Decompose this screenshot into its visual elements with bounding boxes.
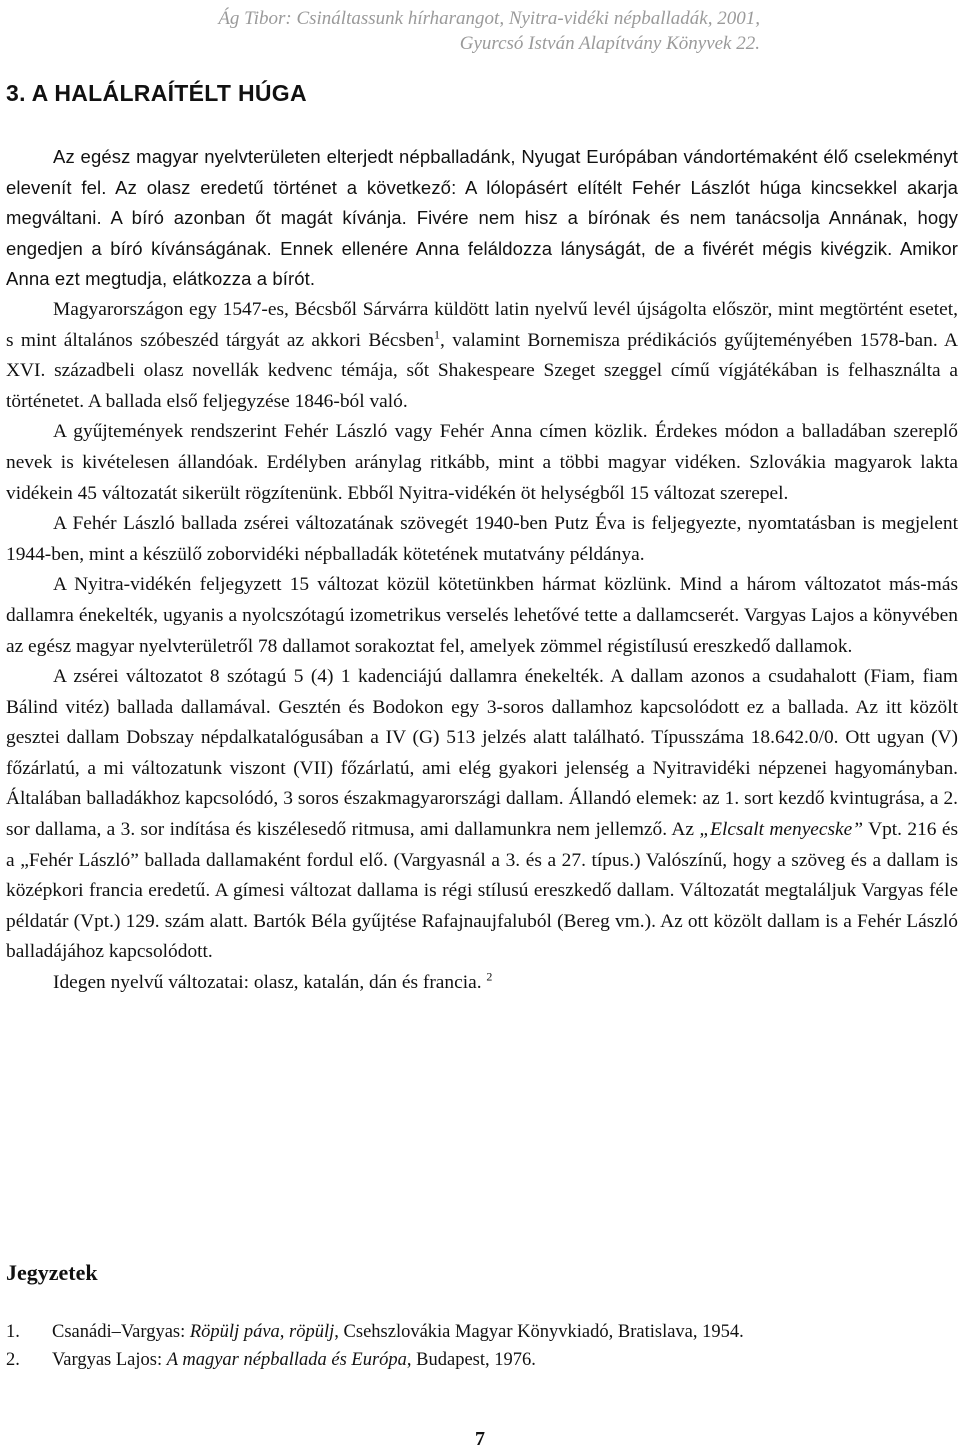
body-text: [6, 142, 958, 999]
paragraph-collections: A gyűjtemények rendszerint Fehér László vagy Fehér Anna címen közlik. Érdekes módon a balladában szereplő nevek is kivételesen állandóak. Erdélyben aránylag ritkább, mint a többi magyar vidéken. Szlovákia magyarok lakta vidékein 45 változatát sikerült rögzítenünk. Ebből Nyitra-vidékén öt helységből 15 változat szerepel.: [6, 421, 958, 504]
note-item: [6, 1346, 744, 1374]
chapter-title: 3. A HALÁLRAÍTÉLT HÚGA: [6, 80, 307, 106]
source-header: [200, 6, 760, 56]
paragraph-history-text-after: , valamint Bornemisza prédikációs gyűjteményében 1578-ban. A XVI. századbeli olasz novellák kedvenc témája, sőt Shakespeare Szeget szeggel című vígjátékában is felhasználta a történetet. A ballada első feljegyzése 1846-ból való.: [6, 329, 958, 412]
note-title: Röpülj páva, röpülj: [189, 1322, 335, 1342]
note-author: Csanádi–Vargyas:: [52, 1322, 190, 1342]
note-number: 2.: [6, 1350, 20, 1370]
source-header-line-1: Ág Tibor: Csináltassunk hírharangot, Nyitra-vidéki népballadák, 2001,: [218, 8, 760, 29]
paragraph-foreign-variants: [6, 968, 958, 999]
paragraph-intro: Az egész magyar nyelvterületen elterjedt népballadánk, Nyugat Európában vándortémaként élő cselekményt elevenít fel. Az olasz eredetű történet a következő: A lólopásért elítélt Fehér Lászlót húga kincsekkel akarja megváltani. A bíró azonban őt magát kívánja. Fivére nem hisz a bírónak és nem tanácsolja Annának, hogy engedjen a bíró kívánságának. Ennek ellenére Anna feláldozza lányságát, de a fivérét mégis kivégzik. Amikor Anna ezt megtudja, elátkozza a bírót.: [6, 146, 958, 290]
paragraph-foreign-variants-text: Idegen nyelvű változatai: olasz, katalán, dán és francia.: [53, 972, 482, 994]
notes-list: [6, 1318, 744, 1374]
footnote-ref-2: 2: [486, 969, 493, 984]
paragraph-melody-part-1: A zsérei változatot 8 szótagú 5 (4) 1 kadenciájú dallamra énekelték. A dallam azonos a csudahalott (Fiam, fiam Bálind vitéz) ballada dallamával. Gesztén és Bodokon egy 3-soros dallamhoz kapcsolódott ez a ballada. Az itt közölt gesztei dallam Dobszay népdalkatalógusában a IV (G) 513 jelzés alatt található. Típusszáma 18.642.0/0. Ott ugyan (V) főzárlatú, a mi változatunk viszont (VII) főzárlatú, ami elég gyakori jelenség a Nyitravidéki népzenei hagyományban. Általában balladákhoz kapcsolódó, 3 soros északmagyarországi dallam. Állandó elemek: az 1. sort kezdő kvintugrása, a 2. sor dallama, a 3. sor indítása és kiszélesedő ritmusa, ami dallamunkra nem jellemző. Az: [6, 666, 958, 841]
note-publisher: , Csehszlovákia Magyar Könyvkiadó, Bratislava, 1954.: [334, 1322, 744, 1342]
note-title: A magyar népballada és Európa: [166, 1350, 407, 1370]
paragraph-melody-part-2: Vpt. 216 és a „Fehér László” ballada dallamaként fordul elő. (Vargyasnál a 3. és a 27. típus.) Valószínű, hogy a szöveg és a dallam is középkori francia eredetű. A gímesi változat dallama is régi stílusú ereszkedő dallam. Változatát megtaláljuk Vargyas féle példatár (Vpt.) 129. szám alatt. Bartók Béla gyűjtése Rafajnaujfaluból (Bereg vm.). Az ott közölt dallam is a Fehér László balladájához kapcsolódott.: [6, 819, 959, 963]
note-author: Vargyas Lajos:: [52, 1350, 167, 1370]
note-publisher: , Budapest, 1976.: [406, 1350, 536, 1370]
note-number: 1.: [6, 1322, 20, 1342]
paragraph-nyitra: A Nyitra-vidékén feljegyzett 15 változat közül kötetünkben hármat közlünk. Mind a három változatot más-más dallamra énekelték, ugyanis a nyolcszótagú izometrikus verselés lehetővé tette a dallamcserét. Vargyas Lajos a könyvében az egész magyar nyelvterületről 78 dallamot sorakoztat fel, amelyek zömmel régistílusú ereszkedő dallamok.: [6, 574, 958, 657]
paragraph-melody: [6, 662, 958, 968]
note-item: [6, 1318, 744, 1346]
paragraph-zserei: A Fehér László ballada zsérei változatának szövegét 1940-ben Putz Éva is feljegyezte, nyomtatásban is megjelent 1944-ben, mint a készülő zoborvidéki népballadák kötetének mutatvány példánya.: [6, 513, 958, 565]
paragraph-history: [6, 295, 958, 417]
footnote-ref-1: 1: [434, 327, 441, 342]
notes-heading: Jegyzetek: [6, 1260, 98, 1285]
source-header-line-2: Gyurcsó István Alapítvány Könyvek 22.: [459, 33, 760, 54]
paragraph-history-text: Magyarországon egy 1547-es, Bécsből Sárvárra küldött latin nyelvű levél újságolta először, mint megtörtént esetet, s mint általános szóbeszéd tárgyát az akkori Bécsben: [6, 298, 958, 351]
page-number: 7: [475, 1428, 485, 1450]
paragraph-melody-italic: „Elcsalt menyecske”: [699, 819, 864, 841]
